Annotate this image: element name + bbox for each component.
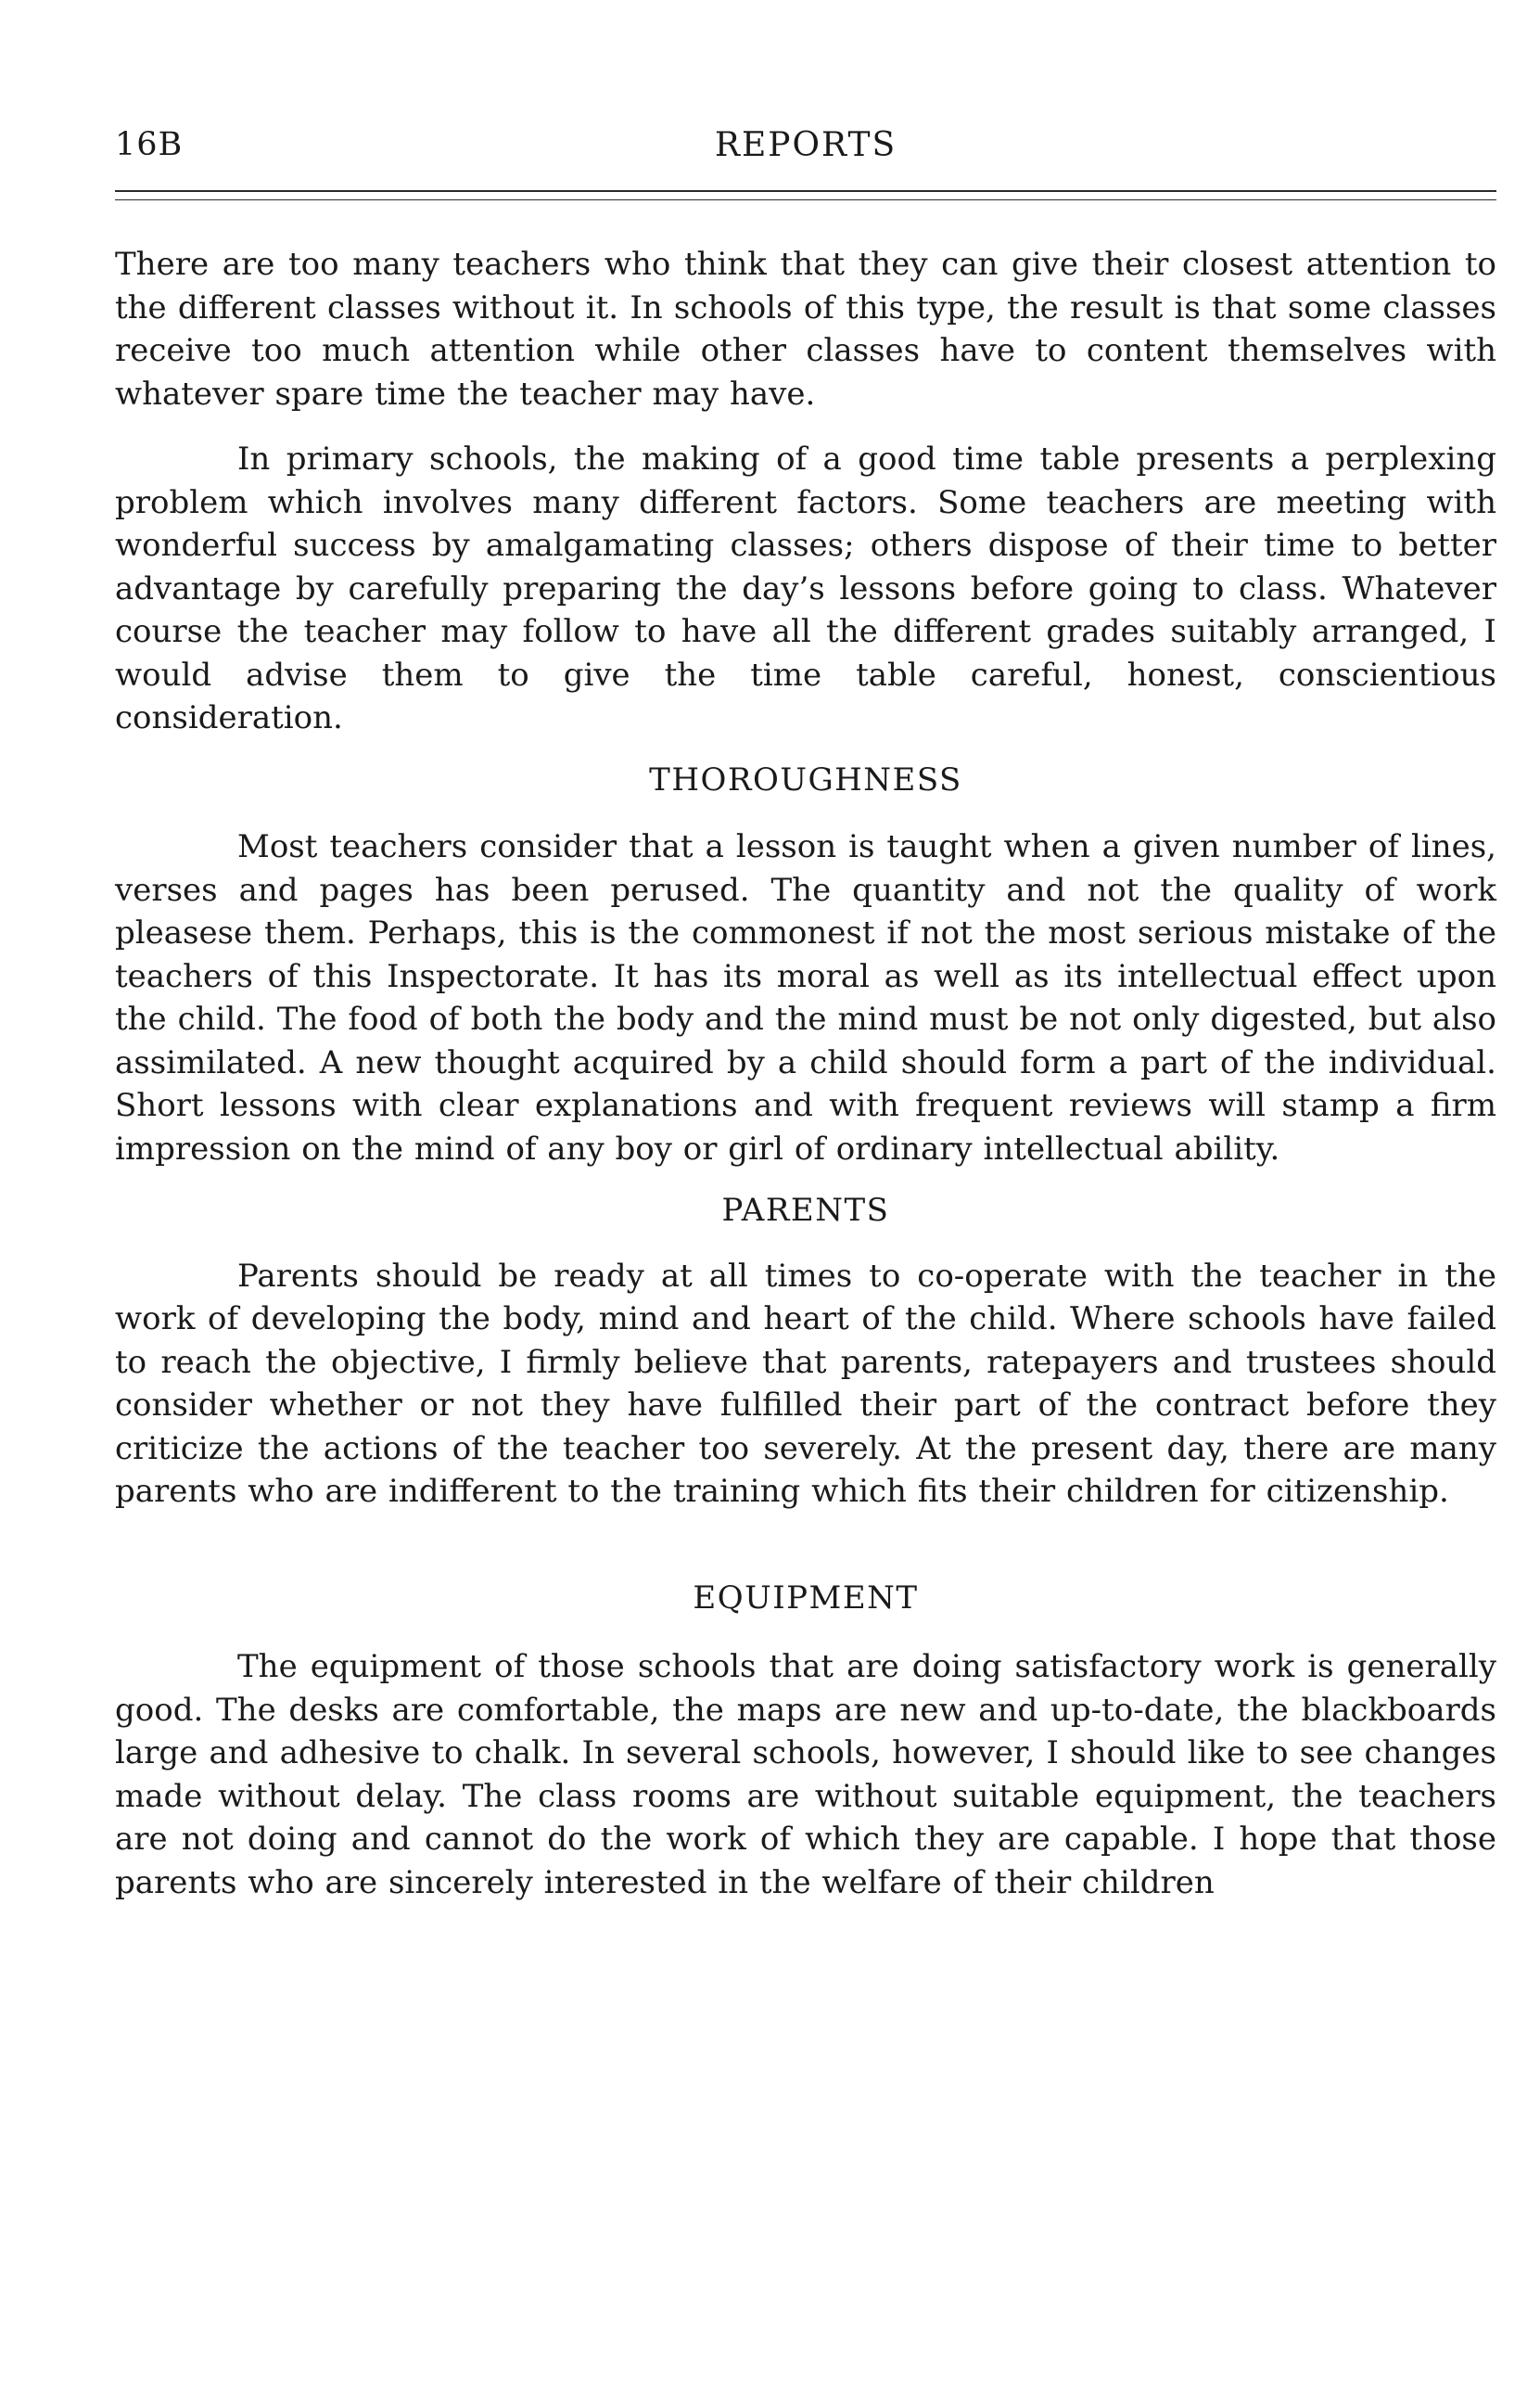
parents-paragraph: Parents should be ready at all times to co-operate with the teacher in the work of developing the body, mind and heart of the child. Where schools have failed to reach the objective, I firmly believe that parents, ratepayers and trustees should consider whether or not they have fulfilled their part of the contract before they criticize the actions of the teacher too severely. At the present day, there are many parents who are indifferent to the training which fits their children for citizenship.: [115, 1257, 1496, 1510]
section-heading-equipment: EQUIPMENT: [693, 1579, 919, 1617]
section-heading-thoroughness: THOROUGHNESS: [649, 761, 962, 799]
running-title: REPORTS: [714, 126, 897, 164]
page-body: [115, 243, 1496, 1904]
section-heading-parents: PARENTS: [721, 1192, 890, 1229]
continuation-paragraph: There are too many teachers who think that they can give their closest attention to the different classes without it. In schools of this type, the result is that some classes receive too much attention while other classes have to content themselves with whatever spare time the teacher may have.: [115, 246, 1496, 413]
page-header: [115, 126, 1496, 173]
time-table-paragraph: In primary schools, the making of a good time table presents a perplexing problem which involves many different factors. Some teachers are meeting with wonderful success by amalgamating classes; others dispose of their time to better advantage by carefully preparing the day’s lessons before going to class. Whatever course the teacher may follow to have all the different grades suitably arranged, I would advise them to give the time table careful, honest, conscientious consideration.: [115, 441, 1496, 736]
header-rule-bottom: [115, 199, 1496, 200]
equipment-paragraph: The equipment of those schools that are doing satisfactory work is generally good. The desks are comfortable, the maps are new and up-to-date, the blackboards large and adhesive to chalk. In several schools, however, I should like to see changes made without delay. The class rooms are without suitable equipment, the teachers are not doing and cannot do the work of which they are capable. I hope that those parents who are sincerely interested in the welfare of their children: [115, 1648, 1496, 1901]
header-rule-top: [115, 190, 1496, 192]
page-number: 16B: [115, 126, 184, 163]
thoroughness-paragraph: Most teachers consider that a lesson is taught when a given number of lines, verses and pages has been perused. The quantity and not the quality of work pleasese them. Perhaps, this is the commonest if not the most serious mistake of the teachers of this Inspectorate. It has its moral as well as its intellectual effect upon the child. The food of both the body and the mind must be not only digested, but also assimilated. A new thought acquired by a child should form a part of the individual. Short lessons with clear explanations and with frequent reviews will stamp a firm impression on the mind of any boy or girl of ordinary intellectual ability.: [115, 828, 1496, 1168]
